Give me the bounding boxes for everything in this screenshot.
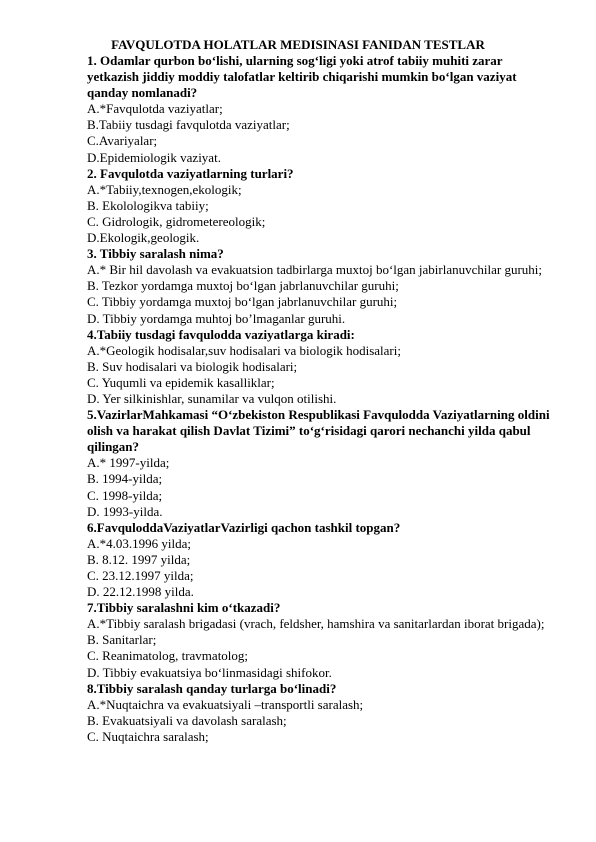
question-block [87, 681, 557, 745]
answer-option: C. 1998-yilda; [87, 487, 163, 503]
question-block [87, 600, 557, 680]
answer-option: D. Tibbiy yordamga muhtoj bo’lmaganlar guruhi. [87, 310, 346, 326]
answer-option: A.*Tibbiy saralash brigadasi (vrach, feldsher, hamshira va sanitarlardan iborat brigada); [87, 616, 545, 632]
question-block [87, 53, 557, 166]
question-text: 7.Tibbiy saralashni kim o‘tkazadi? [87, 600, 281, 616]
question-list [87, 53, 557, 745]
question-block [87, 327, 557, 407]
answer-option: B. Suv hodisalari va biologik hodisalari; [87, 358, 298, 374]
answer-option: C. Yuqumli va epidemik kasalliklar; [87, 374, 275, 390]
answer-option: A.* 1997-yilda; [87, 455, 170, 471]
answer-option: B. Ekolologikva tabiiy; [87, 197, 209, 213]
answer-option: D. Yer silkinishlar, sunamilar va vulqon otilishi. [87, 390, 337, 406]
answer-option: D. 1993-yilda. [87, 503, 163, 519]
answer-option: D. 22.12.1998 yilda. [87, 584, 194, 600]
question-block [87, 520, 557, 600]
question-block [87, 407, 557, 520]
answer-option: B.Tabiiy tusdagi favqulotda vaziyatlar; [87, 117, 290, 133]
answer-option: C.Avariyalar; [87, 133, 158, 149]
answer-option: B. Tezkor yordamga muxtoj bo‘lgan jabrlanuvchilar guruhi; [87, 278, 399, 294]
question-text: 2. Favqulotda vaziyatlarning turlari? [87, 165, 294, 181]
answer-option: A.*Geologik hodisalar,suv hodisalari va biologik hodisalari; [87, 342, 401, 358]
answer-option: C. Tibbiy yordamga muxtoj bo‘lgan jabrlanuvchilar guruhi; [87, 294, 398, 310]
question-text: 4.Tabiiy tusdagi favqulodda vaziyatlarga kiradi: [87, 326, 355, 342]
answer-option: A.*4.03.1996 yilda; [87, 535, 191, 551]
answer-option: C. Nuqtaichra saralash; [87, 728, 209, 744]
question-text: 8.Tibbiy saralash qanday turlarga bo‘linadi? [87, 680, 337, 696]
question-block [87, 246, 557, 326]
answer-option: B. Evakuatsiyali va davolash saralash; [87, 712, 287, 728]
answer-option: B. 1994-yilda; [87, 471, 163, 487]
answer-option: C. Reanimatolog, travmatolog; [87, 648, 249, 664]
question-block [87, 166, 557, 246]
answer-option: B. 8.12. 1997 yilda; [87, 551, 191, 567]
answer-option: C. Gidrologik, gidrometereologik; [87, 213, 266, 229]
answer-option: D.Epidemiologik vaziyat. [87, 149, 221, 165]
question-text: 3. Tibbiy saralash nima? [87, 246, 224, 262]
question-text: 6.FavquloddaVaziyatlarVazirligi qachon tashkil topgan? [87, 519, 401, 535]
answer-option: B. Sanitarlar; [87, 632, 157, 648]
answer-option: C. 23.12.1997 yilda; [87, 568, 194, 583]
answer-option: D.Ekologik,geologik. [87, 230, 200, 246]
question-text: 1. Odamlar qurbon bo‘lishi, ularning sog‘ligi yoki atrof tabiiy muhiti zarar yetkazish jiddiy moddiy talofatlar keltirib chiqarishi mumkin bo‘lgan vaziyat qanday nomlanadi? [87, 53, 517, 101]
answer-option: A.* Bir hil davolash va evakuatsion tadbirlarga muxtoj bo‘lgan jabirlanuvchilar guruhi; [87, 262, 543, 278]
document-title: FAVQULOTDA HOLATLAR MEDISINASI FANIDAN TESTLAR [111, 37, 485, 52]
answer-option: A.*Tabiiy,texnogen,ekologik; [87, 181, 242, 197]
question-text: 5.VazirlarMahkamasi “O‘zbekiston Respublikasi Favqulodda Vaziyatlarning oldini olish va harakat qilish Davlat Tizimi” to‘g‘risidagi qarori nechanchi yilda qabul qilingan? [87, 407, 550, 455]
answer-option: A.*Favqulotda vaziyatlar; [87, 101, 223, 117]
answer-option: D. Tibbiy evakuatsiya bo‘linmasidagi shifokor. [87, 664, 332, 680]
answer-option: A.*Nuqtaichra va evakuatsiyali –transportli saralash; [87, 696, 364, 712]
